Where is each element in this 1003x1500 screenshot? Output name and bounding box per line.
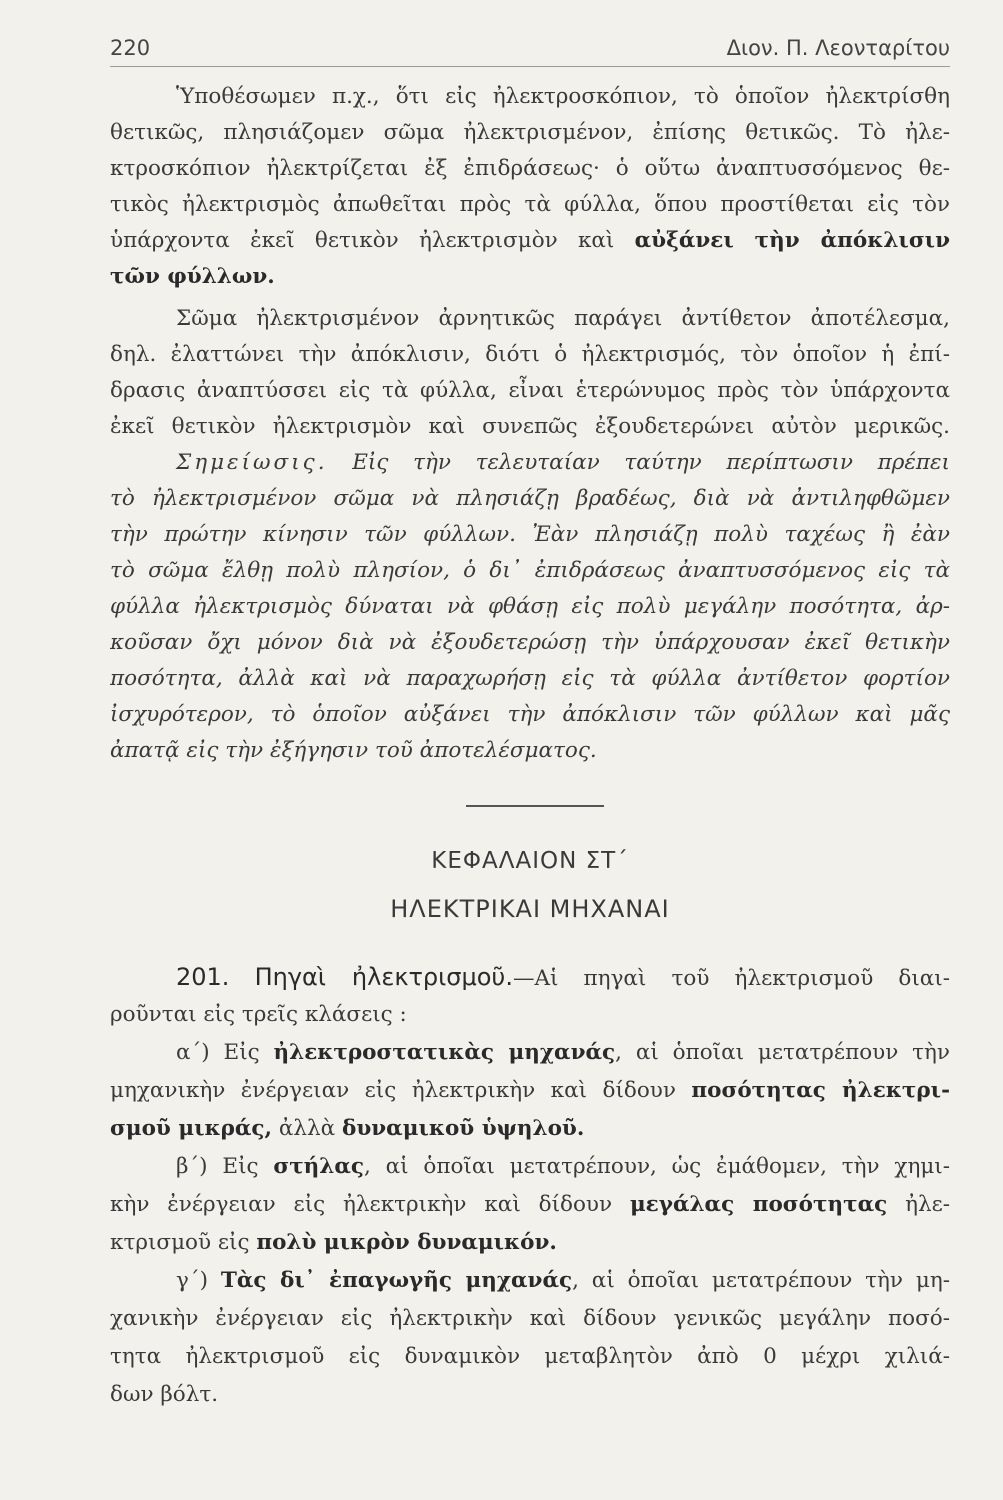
note-label: Σημείωσις. <box>176 450 328 475</box>
item-b-text: κὴν ἐνέργειαν εἰς ἠλεκτρικὴν καὶ δίδουν <box>110 1192 630 1217</box>
bold-phrase: αὐξάνει τὴν ἀπόκλισιν <box>634 228 950 253</box>
section-divider <box>466 805 604 807</box>
section-number: 201. <box>176 963 230 991</box>
item-b-text: , αἱ ὁποῖαι μετατρέπουν, ὡς ἐμάθομεν, τὴν χημι- <box>364 1154 950 1179</box>
item-b-line <box>110 1188 950 1222</box>
note-line: φύλλα ἠλεκτρισμὸς δύναται νὰ φθάσῃ εἰς πολὺ μεγάλην ποσότητα, ἀρ- <box>110 594 950 619</box>
para1-text: ὑπάρχοντα ἐκεῖ θετικὸν ἠλεκτρισμὸν καὶ <box>110 228 635 253</box>
item-c-line: χανικὴν ἐνέργειαν εἰς ἠλεκτρικὴν καὶ δίδουν γενικῶς μεγάλην ποσό- <box>110 1306 950 1331</box>
para1-line <box>110 224 950 258</box>
item-b-line <box>110 1226 950 1260</box>
note-line: ἰσχυρότερον, τὸ ὁποῖον αὐξάνει τὴν ἀπόκλισιν τῶν φύλλων καὶ μᾶς <box>110 702 950 727</box>
item-a-line <box>110 1074 950 1108</box>
para2-line: Σῶμα ἠλεκτρισμένον ἀρνητικῶς παράγει ἀντίθετον ἀποτέλεσμα, <box>176 306 950 331</box>
bold-phrase: πολὺ μικρὸν δυναμικόν. <box>256 1230 557 1255</box>
item-b-marker: β΄) Εἰς <box>176 1154 274 1179</box>
section201-line: ροῦνται εἰς τρεῖς κλάσεις : <box>110 1002 407 1027</box>
item-a-text: μηχανικὴν ἐνέργειαν εἰς ἠλεκτρικὴν καὶ δίδουν <box>110 1078 692 1103</box>
item-c-line: δων βόλτ. <box>110 1382 219 1407</box>
item-a-marker: α΄) Εἰς <box>176 1040 274 1065</box>
item-a-text: , αἱ ὁποῖαι μετατρέπουν τὴν <box>615 1040 950 1065</box>
section-heading: Πηγαὶ ἠλεκτρισμοῦ. <box>254 963 513 991</box>
note-line: ποσότητα, ἀλλὰ καὶ νὰ παραχωρήσῃ εἰς τὰ φύλλα ἀντίθετον φορτίον <box>110 666 950 691</box>
item-a-text: ἀλλὰ <box>272 1116 342 1141</box>
chapter-title: ΗΛΕΚΤΡΙΚΑΙ ΜΗΧΑΝΑΙ <box>390 895 670 923</box>
item-a-term: ἠλεκτροστατικὰς μηχανάς <box>273 1040 616 1065</box>
item-b-text: ἠλε- <box>887 1192 950 1217</box>
page-number: 220 <box>110 36 151 60</box>
chapter-number: ΚΕΦΑΛΑΙΟΝ ΣΤ΄ <box>431 848 629 874</box>
para2-line: ἐκεῖ θετικὸν ἠλεκτρισμὸν καὶ συνεπῶς ἐξουδετερώνει αὐτὸν μερικῶς. <box>110 414 950 439</box>
note-line: τὸ σῶμα ἔλθῃ πολὺ πλησίον, ὁ δι᾽ ἐπιδράσεως ἀναπτυσσόμενος εἰς τὰ <box>110 558 950 583</box>
section201-line <box>110 960 950 994</box>
para2-line: δηλ. ἐλαττώνει τὴν ἀπόκλισιν, διότι ὁ ἠλεκτρισμός, τὸν ὁποῖον ἡ ἐπί- <box>110 342 950 367</box>
item-c-text: , αἱ ὁποῖαι μετατρέπουν τὴν μη- <box>572 1268 950 1293</box>
running-head: Διον. Π. Λεονταρίτου <box>726 36 950 60</box>
note-line: ἀπατᾷ εἰς τὴν ἐξήγησιν τοῦ ἀποτελέσματος. <box>110 738 597 763</box>
item-b-term: στήλας <box>273 1154 365 1179</box>
page-header <box>110 30 950 67</box>
bold-phrase: ποσότητας ἠλεκτρι- <box>691 1078 950 1103</box>
item-b-text: κτρισμοῦ εἰς <box>110 1230 257 1255</box>
bold-phrase: μεγάλας ποσότητας <box>629 1192 888 1217</box>
note-line <box>110 446 950 480</box>
bold-phrase: δυναμικοῦ ὑψηλοῦ. <box>341 1116 585 1141</box>
section-text: —Αἱ πηγαὶ τοῦ ἠλεκτρισμοῦ διαι- <box>512 966 950 991</box>
note-text: Εἰς τὴν τελευταίαν ταύτην περίπτωσιν πρέπει <box>327 450 950 475</box>
item-a-line <box>110 1036 950 1070</box>
item-a-line <box>110 1112 950 1146</box>
para1-line: θετικῶς, πλησιάζομεν σῶμα ἠλεκτρισμένον, ἐπίσης θετικῶς. Τὸ ἠλε- <box>110 120 950 145</box>
item-b-line <box>110 1150 950 1184</box>
para2-line: δρασις ἀναπτύσσει εἰς τὰ φύλλα, εἶναι ἑτερώνυμος πρὸς τὸν ὑπάρχοντα <box>110 378 950 403</box>
item-c-line: τητα ἠλεκτρισμοῦ εἰς δυναμικὸν μεταβλητὸν ἀπὸ 0 μέχρι χιλιά- <box>110 1344 950 1369</box>
para1-line: τικὸς ἠλεκτρισμὸς ἀπωθεῖται πρὸς τὰ φύλλα, ὅπου προστίθεται εἰς τὸν <box>110 192 950 217</box>
para1-line: κτροσκόπιον ἠλεκτρίζεται ἐξ ἐπιδράσεως· ὁ οὕτω ἀναπτυσσόμενος θε- <box>110 156 950 181</box>
note-line: τὸ ἠλεκτρισμένον σῶμα νὰ πλησιάζῃ βραδέως, διὰ νὰ ἀντιληφθῶμεν <box>110 486 950 511</box>
note-line: τὴν πρώτην κίνησιν τῶν φύλλων. Ἐὰν πλησιάζῃ πολὺ ταχέως ἢ ἐὰν <box>110 522 950 547</box>
item-c-marker: γ΄) <box>176 1268 221 1293</box>
para1-line: τῶν φύλλων. <box>110 264 275 289</box>
para1-line: Ὑποθέσωμεν π.χ., ὅτι εἰς ἠλεκτροσκόπιον, τὸ ὁποῖον ἠλεκτρίσθη <box>176 84 950 109</box>
item-c-line <box>110 1264 950 1298</box>
bold-phrase: σμοῦ μικράς, <box>110 1116 273 1141</box>
note-line: κοῦσαν ὄχι μόνον διὰ νὰ ἐξουδετερώσῃ τὴν ὑπάρχουσαν ἐκεῖ θετικὴν <box>110 630 950 655</box>
item-c-term: Τὰς δι᾽ ἐπαγωγῆς μηχανάς <box>220 1268 573 1293</box>
